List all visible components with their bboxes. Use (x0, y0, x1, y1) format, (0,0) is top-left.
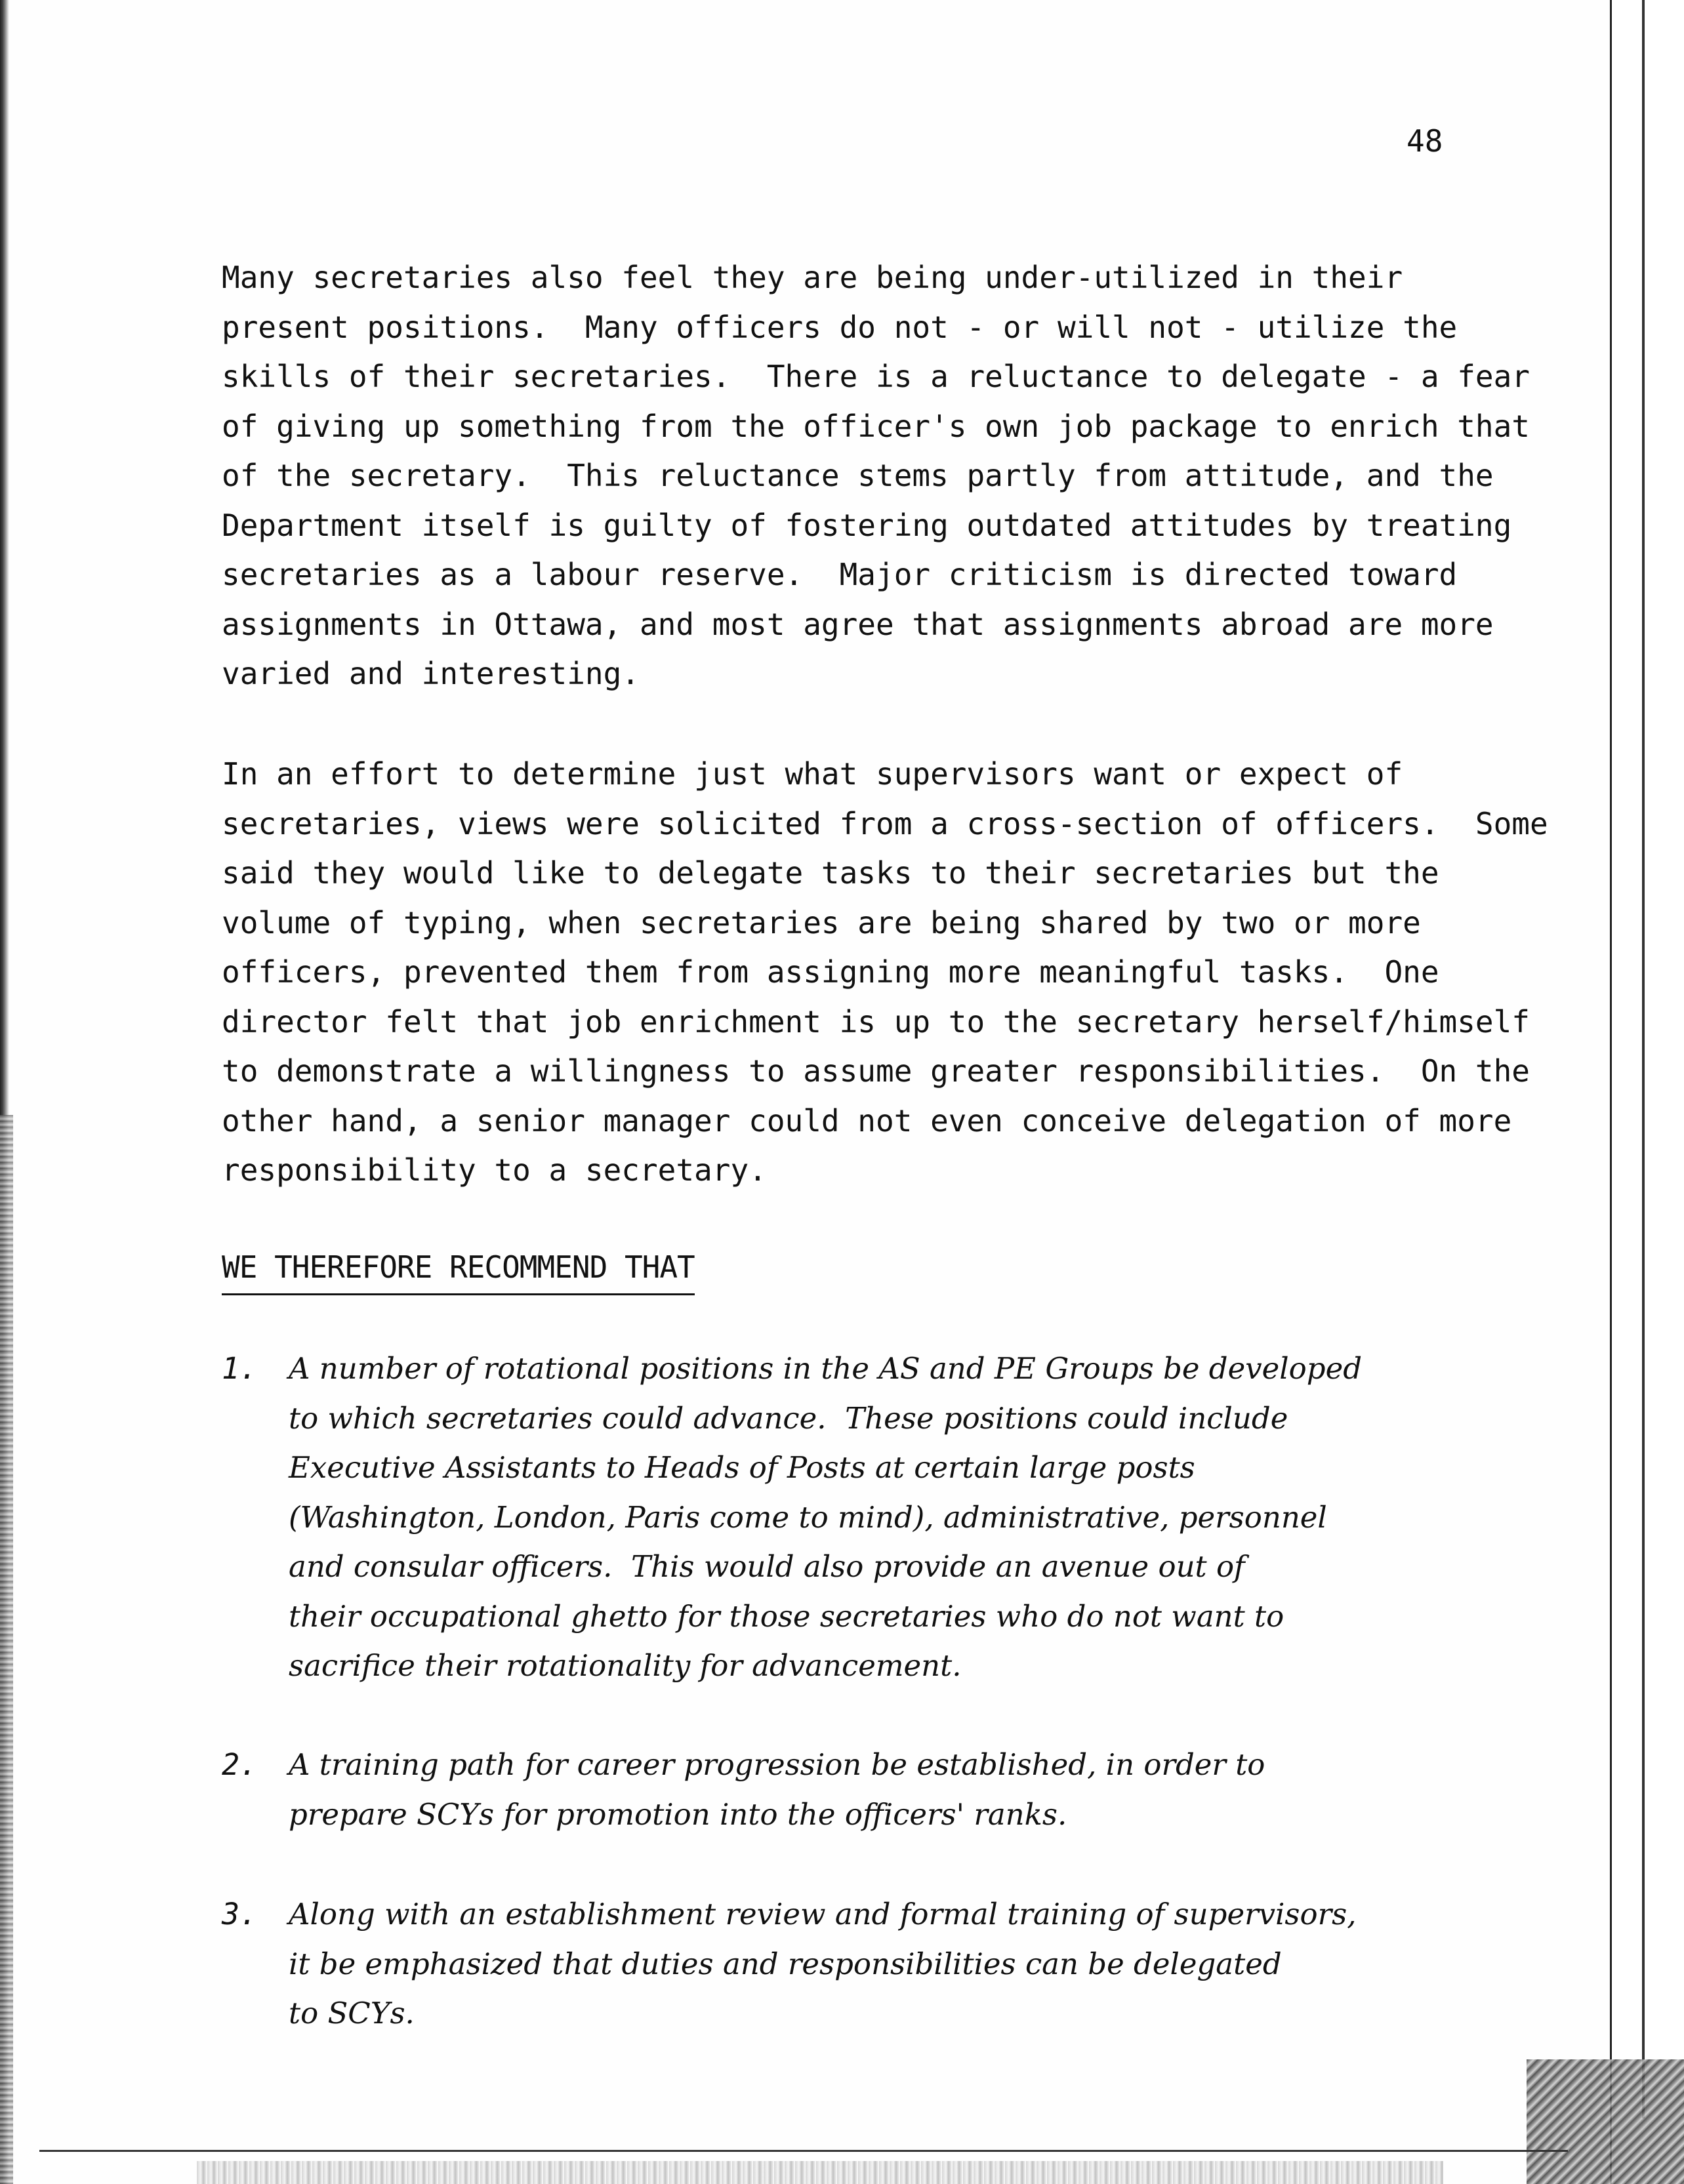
scan-right-edge (1610, 0, 1684, 2184)
recommendation-text: A training path for career progression be established, in order to prepare SCYs for promotion into the officers' ranks. (289, 1747, 1265, 1832)
scan-corner-shadow (1527, 2059, 1684, 2184)
recommendation-number: 3. (222, 1897, 258, 1931)
scan-bottom-rule (39, 2150, 1568, 2152)
paragraph-supervisor-views: In an effort to determine just what supervisors want or expect of secretaries, views were solicited from a cross-section of officers. Some said they would like to delegate tasks to their secretaries but the volume of typing, when secretaries are being shared by two or more officers, prevented them from assigning more meaningful tasks. One director felt that job enrichment is up to the secretary herself/himself to demonstrate a willingness to assume greater responsibilities. On the other hand, a senior manager could not even conceive delegation of more responsibility to a secretary. (222, 756, 1548, 1188)
recommendation-text: A number of rotational positions in the AS and PE Groups be developed to which secretaries could advance. These positions could include Executive Assistants to Heads of Posts at certain large posts (Washington, London, Paris come to mind), administrative, personnel and consular officers. This would also provide an avenue out of their occupational ghetto for those secretaries who do not want to sacrifice their rotationality for advancement. (289, 1351, 1363, 1683)
scan-right-edge-line (1642, 0, 1645, 2118)
scan-bottom-noise (197, 2161, 1443, 2184)
recommendation-text: Along with an establishment review and formal training of supervisors, it be emphasized that duties and responsibilities can be delegated to SCYs. (289, 1897, 1357, 2031)
recommendation-number: 1. (222, 1351, 258, 1386)
paragraph-underutilized: Many secretaries also feel they are being under-utilized in their present positions. Many officers do not - or will not - utilize the skills of their secretaries. There is a reluctance to delegate - a fear of giving up something from the officer's own job package to enrich that of the secretary. This reluctance stems partly from attitude, and the Department itself is guilty of fostering outdated attitudes by treating secretaries as a labour reserve. Major criticism is directed toward assignments in Ottawa, and most agree that assignments abroad are more varied and interesting. (222, 260, 1530, 691)
recommendation-number: 2. (222, 1747, 258, 1782)
recommendation-heading: WE THEREFORE RECOMMEND THAT (222, 1243, 695, 1295)
scan-binding-noise (0, 1115, 13, 2184)
page-number: 48 (1407, 123, 1443, 159)
